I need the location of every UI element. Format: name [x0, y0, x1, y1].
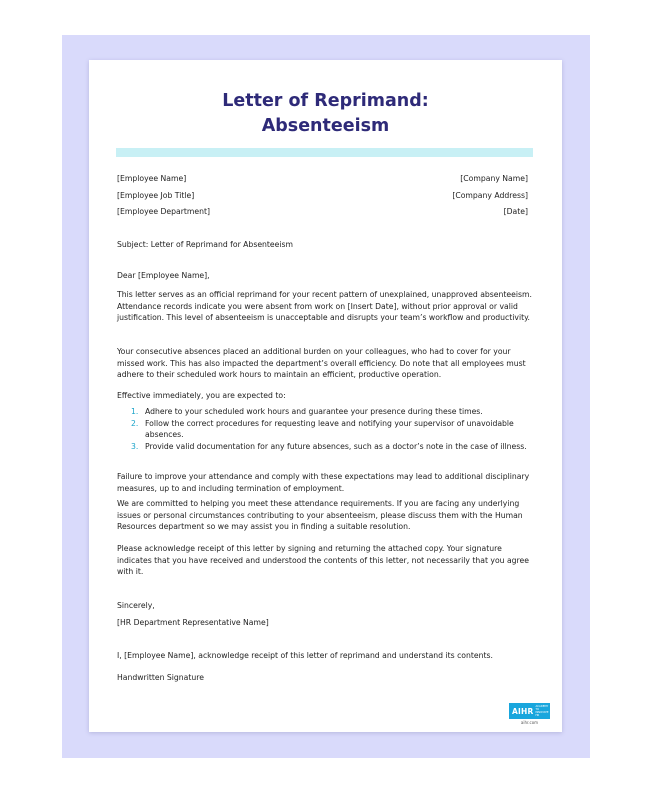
- body-paragraph-2: Your consecutive absences placed an additional burden on your colleagues, who had to cover for your missed work. This has also impacted the department’s overall efficiency. Do note that all employees must adhere to their scheduled work hours to maintain an efficient, productive operation.: [117, 347, 526, 379]
- aihr-logo: [509, 703, 550, 719]
- list-number: 3.: [131, 441, 139, 451]
- company-address: [Company Address]: [452, 191, 528, 200]
- title-divider-band: [116, 148, 533, 157]
- list-item: [131, 441, 535, 453]
- logo-url: aihr.com: [520, 720, 539, 725]
- letter-closing: Sincerely,: [117, 601, 155, 610]
- employee-department: [Employee Department]: [117, 207, 211, 216]
- expectations-list: [117, 406, 535, 452]
- list-text: Follow the correct procedures for requesting leave and notifying your supervisor of unavoidable absences.: [145, 418, 514, 439]
- letter-subject: Subject: Letter of Reprimand for Absenteeism: [117, 240, 294, 249]
- list-item: [131, 418, 535, 441]
- letter-date: [Date]: [503, 207, 528, 216]
- letter-page: [89, 60, 562, 732]
- signatory-name: [HR Department Representative Name]: [117, 618, 269, 627]
- logo-brand: AIHR: [512, 706, 534, 716]
- employee-job-title: [Employee Job Title]: [117, 191, 195, 200]
- company-name: [Company Name]: [460, 174, 528, 183]
- list-item: [131, 406, 535, 418]
- signature-label: Handwritten Signature: [117, 673, 204, 682]
- body-paragraph-4: We are committed to helping you meet these attendance requirements. If you are facing any underlying issues or personal circumstances contributing to your absenteeism, please discuss them with the Human Resources department so we may assist you in finding a suitable resolution.: [117, 499, 523, 531]
- list-text: Provide valid documentation for any future absences, such as a doctor’s note in the case of illness.: [145, 441, 527, 451]
- logo-tagline: ACADEMY TO INNOVATE HR: [535, 705, 549, 717]
- body-paragraph-1: This letter serves as an official reprimand for your recent pattern of unexplained, unapproved absenteeism. Attendance records indicate you were absent from work on [Insert Date], without prior approval or valid justification. This level of absenteeism is unacceptable and disrupts your team’s workflow and productivity.: [117, 290, 532, 322]
- employee-name: [Employee Name]: [117, 174, 187, 183]
- letter-title-line1: Letter of Reprimand:: [222, 91, 429, 111]
- expectations-intro: Effective immediately, you are expected to:: [117, 391, 286, 400]
- letter-salutation: Dear [Employee Name],: [117, 271, 210, 280]
- body-paragraph-5: Please acknowledge receipt of this letter by signing and returning the attached copy. Your signature indicates that you have received and understood the contents of this letter, not necessarily that you agree with it.: [117, 544, 530, 576]
- body-paragraph-3: Failure to improve your attendance and comply with these expectations may lead to additional disciplinary measures, up to and including termination of employment.: [117, 472, 530, 493]
- list-text: Adhere to your scheduled work hours and guarantee your presence during these times.: [145, 407, 483, 416]
- letter-title-line2: Absenteeism: [261, 116, 390, 136]
- list-number: 2.: [131, 418, 139, 428]
- acknowledgement-statement: I, [Employee Name], acknowledge receipt of this letter of reprimand and understand its contents.: [117, 651, 493, 660]
- list-number: 1.: [131, 407, 139, 416]
